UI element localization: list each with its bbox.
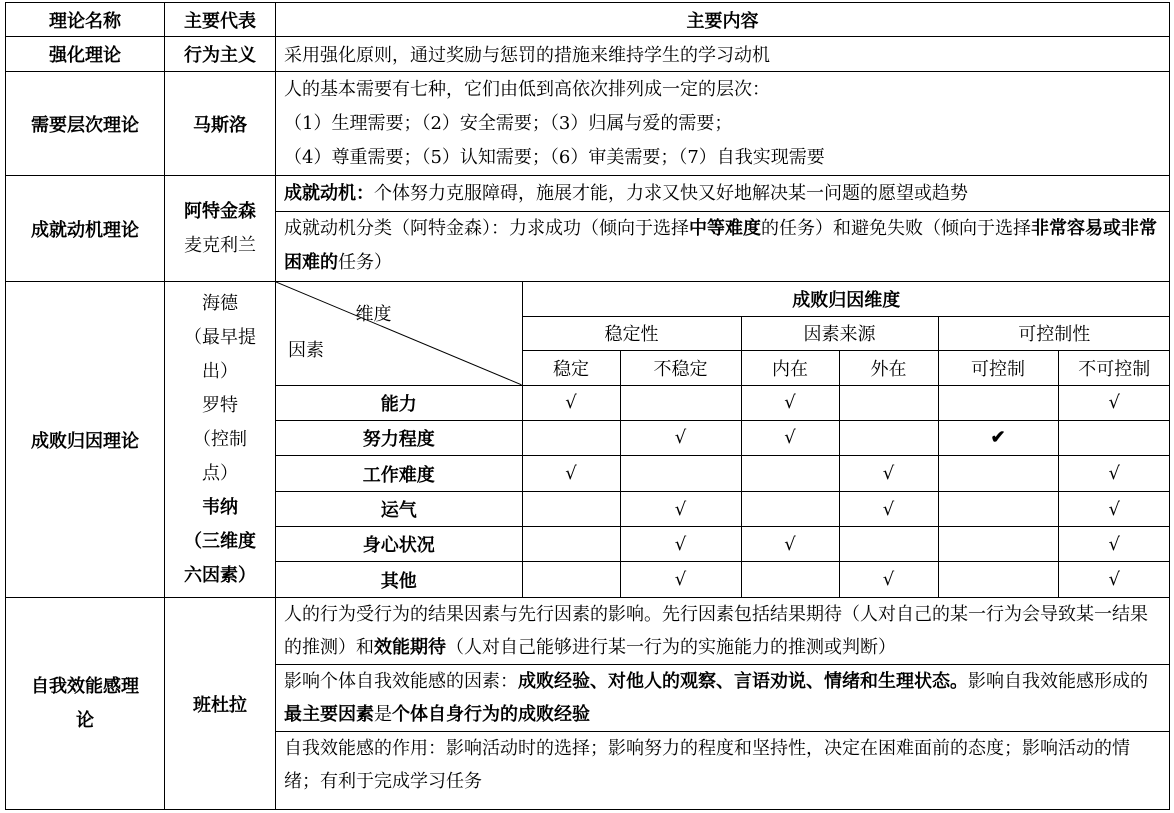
empty-cell — [620, 385, 741, 420]
header-representative: 主要代表 — [165, 3, 276, 37]
factor-row — [276, 562, 1170, 597]
rep-rotter-note-2: 点） — [202, 462, 238, 484]
achievement-cls-extreme: 非常容易或非常困难的 — [284, 218, 1157, 273]
efficacy-para-effect: 自我效能感的作用：影响活动时的选择；影响努力的程度和坚持性，决定在困难面前的态度；影响活动的情绪；有利于完成学习任务 — [284, 738, 1130, 792]
subdim-external: 外在 — [839, 350, 938, 385]
efficacy-para-factors — [276, 665, 1169, 732]
diagonal-header — [276, 282, 522, 385]
content-achievement — [276, 176, 1170, 282]
rep-heider-note-2: 出） — [202, 360, 238, 382]
efficacy-p2-experience: 个体自身行为的成败经验 — [392, 704, 590, 725]
check-mark: √ — [522, 456, 620, 492]
factor-name: 能力 — [276, 385, 522, 420]
content-efficacy — [276, 598, 1170, 810]
diagonal-label-factor: 因素 — [288, 340, 324, 361]
hierarchy-intro: 人的基本需要有七种，它们由低到高依次排列成一定的层次： — [284, 78, 770, 100]
achievement-cls-text-1: 成就动机分类（阿特金森）：力求成功（倾向于选择 — [284, 218, 689, 239]
dimension-locus: 因素来源 — [741, 316, 938, 350]
empty-cell — [839, 385, 938, 420]
rep-efficacy: 班杜拉 — [165, 598, 276, 810]
attribution-dimension-title: 成败归因维度 — [522, 282, 1170, 316]
check-mark: √ — [620, 420, 741, 455]
rep-weiner: 韦纳 — [202, 496, 238, 518]
diagonal-label-dimension: 维度 — [355, 304, 392, 325]
check-mark: √ — [839, 492, 938, 527]
rep-mcclelland: 麦克利兰 — [184, 234, 256, 256]
row-reinforcement — [6, 37, 1170, 72]
theory-table — [5, 2, 1170, 810]
check-mark: √ — [522, 385, 620, 420]
empty-cell — [620, 456, 741, 492]
empty-cell — [522, 562, 620, 597]
empty-cell — [1058, 420, 1170, 455]
efficacy-name-line-1: 自我效能感理 — [31, 675, 139, 697]
factor-name: 工作难度 — [276, 456, 522, 492]
content-reinforcement: 采用强化原则，通过奖励与惩罚的措施来维持学生的学习动机 — [276, 37, 1170, 72]
factor-row — [276, 527, 1170, 562]
rep-attribution — [165, 282, 276, 598]
achievement-classification — [276, 212, 1169, 280]
factor-name: 身心状况 — [276, 527, 522, 562]
theory-name-hierarchy: 需要层次理论 — [6, 72, 165, 176]
empty-cell — [938, 562, 1058, 597]
header-row — [6, 3, 1170, 37]
header-main-content: 主要内容 — [276, 3, 1170, 37]
achievement-definition — [276, 177, 1169, 212]
check-mark: √ — [620, 527, 741, 562]
check-mark: √ — [741, 385, 839, 420]
empty-cell — [522, 527, 620, 562]
achievement-def-text: 个体努力克服障碍，施展才能，力求又快又好地解决某一问题的愿望或趋势 — [374, 183, 968, 204]
empty-cell — [839, 420, 938, 455]
check-mark: √ — [1058, 527, 1170, 562]
empty-cell — [938, 456, 1058, 492]
empty-cell — [938, 492, 1058, 527]
efficacy-p2-factors: 成败经验、对他人的观察、言语劝说、情绪和生理状态。 — [518, 671, 968, 692]
row-achievement — [6, 176, 1170, 282]
check-mark: √ — [741, 527, 839, 562]
header-theory-name: 理论名称 — [6, 3, 165, 37]
row-hierarchy — [6, 72, 1170, 176]
achievement-cls-medium: 中等难度 — [689, 218, 761, 239]
check-mark: √ — [1058, 385, 1170, 420]
rep-reinforcement: 行为主义 — [165, 37, 276, 72]
subdim-unstable: 不稳定 — [620, 350, 741, 385]
rep-weiner-note-2: 六因素） — [184, 564, 256, 586]
efficacy-p2-text-1: 影响个体自我效能感的因素： — [284, 671, 518, 692]
achievement-def-term: 成就动机： — [284, 183, 374, 204]
check-mark: √ — [741, 420, 839, 455]
attribution-table — [276, 282, 1170, 597]
empty-cell — [741, 492, 839, 527]
check-mark: √ — [1058, 562, 1170, 597]
subdim-internal: 内在 — [741, 350, 839, 385]
hierarchy-needs-1: （1）生理需要；（2）安全需要；（3）归属与爱的需要； — [284, 112, 733, 134]
check-mark: √ — [1058, 492, 1170, 527]
row-efficacy — [6, 598, 1170, 810]
rep-heider-note-1: （最早提 — [184, 326, 256, 348]
theory-name-efficacy — [6, 598, 165, 810]
check-mark: √ — [839, 562, 938, 597]
check-mark: √ — [620, 492, 741, 527]
check-mark: √ — [620, 562, 741, 597]
efficacy-p2-text-2: 影响自我效能感形成的 — [968, 671, 1148, 692]
attribution-table-cell — [276, 282, 1170, 598]
efficacy-p2-main-factor: 最主要因素 — [284, 704, 374, 725]
empty-cell — [522, 492, 620, 527]
rep-weiner-note-1: （三维度 — [184, 530, 256, 552]
empty-cell — [839, 527, 938, 562]
efficacy-p2-text-3: 是 — [374, 704, 392, 725]
rep-hierarchy: 马斯洛 — [165, 72, 276, 176]
factor-row — [276, 492, 1170, 527]
theory-name-attribution: 成败归因理论 — [6, 282, 165, 598]
diagonal-line — [276, 282, 522, 385]
efficacy-p1-text-1: 人的行为受行为的结果因素与先行因素的影响。先行因素包括结果期待（人对自己的某一行为会导致某一结果的推测）和 — [284, 604, 1148, 658]
subdim-controllable: 可控制 — [938, 350, 1058, 385]
achievement-cls-text-2: 的任务）和避免失败（倾向于选择 — [761, 218, 1031, 239]
factor-row — [276, 456, 1170, 492]
factor-name: 努力程度 — [276, 420, 522, 455]
efficacy-p1-text-2: （人对自己能够进行某一行为的实施能力的推测或判断） — [446, 637, 896, 658]
factor-row — [276, 385, 1170, 420]
row-attribution — [6, 282, 1170, 598]
empty-cell — [938, 385, 1058, 420]
empty-cell — [741, 562, 839, 597]
efficacy-para-expectation — [276, 598, 1169, 665]
subdim-uncontrollable: 不可控制 — [1058, 350, 1170, 385]
rep-rotter-note-1: （控制 — [193, 428, 247, 450]
attribution-title-row — [276, 282, 1170, 316]
hierarchy-needs-2: （4）尊重需要；（5）认知需要；（6）审美需要；（7）自我实现需要 — [284, 146, 825, 168]
check-mark: √ — [1058, 456, 1170, 492]
theory-name-reinforcement: 强化理论 — [6, 37, 165, 72]
empty-cell — [522, 420, 620, 455]
theory-name-achievement: 成就动机理论 — [6, 176, 165, 282]
content-hierarchy — [276, 72, 1170, 176]
rep-heider: 海德 — [202, 292, 238, 314]
rep-atkinson: 阿特金森 — [184, 200, 256, 222]
empty-cell — [938, 527, 1058, 562]
check-mark: ✔ — [938, 420, 1058, 455]
factor-row — [276, 420, 1170, 455]
empty-cell — [741, 456, 839, 492]
rep-rotter: 罗特 — [202, 394, 238, 416]
efficacy-p1-term: 效能期待 — [374, 637, 446, 658]
factor-name: 其他 — [276, 562, 522, 597]
efficacy-name-line-2: 论 — [76, 709, 94, 731]
dimension-stability: 稳定性 — [522, 316, 741, 350]
subdim-stable: 稳定 — [522, 350, 620, 385]
check-mark: √ — [839, 456, 938, 492]
achievement-cls-text-3: 任务） — [338, 252, 392, 273]
dimension-controllability: 可控制性 — [938, 316, 1170, 350]
factor-name: 运气 — [276, 492, 522, 527]
rep-achievement — [165, 176, 276, 282]
